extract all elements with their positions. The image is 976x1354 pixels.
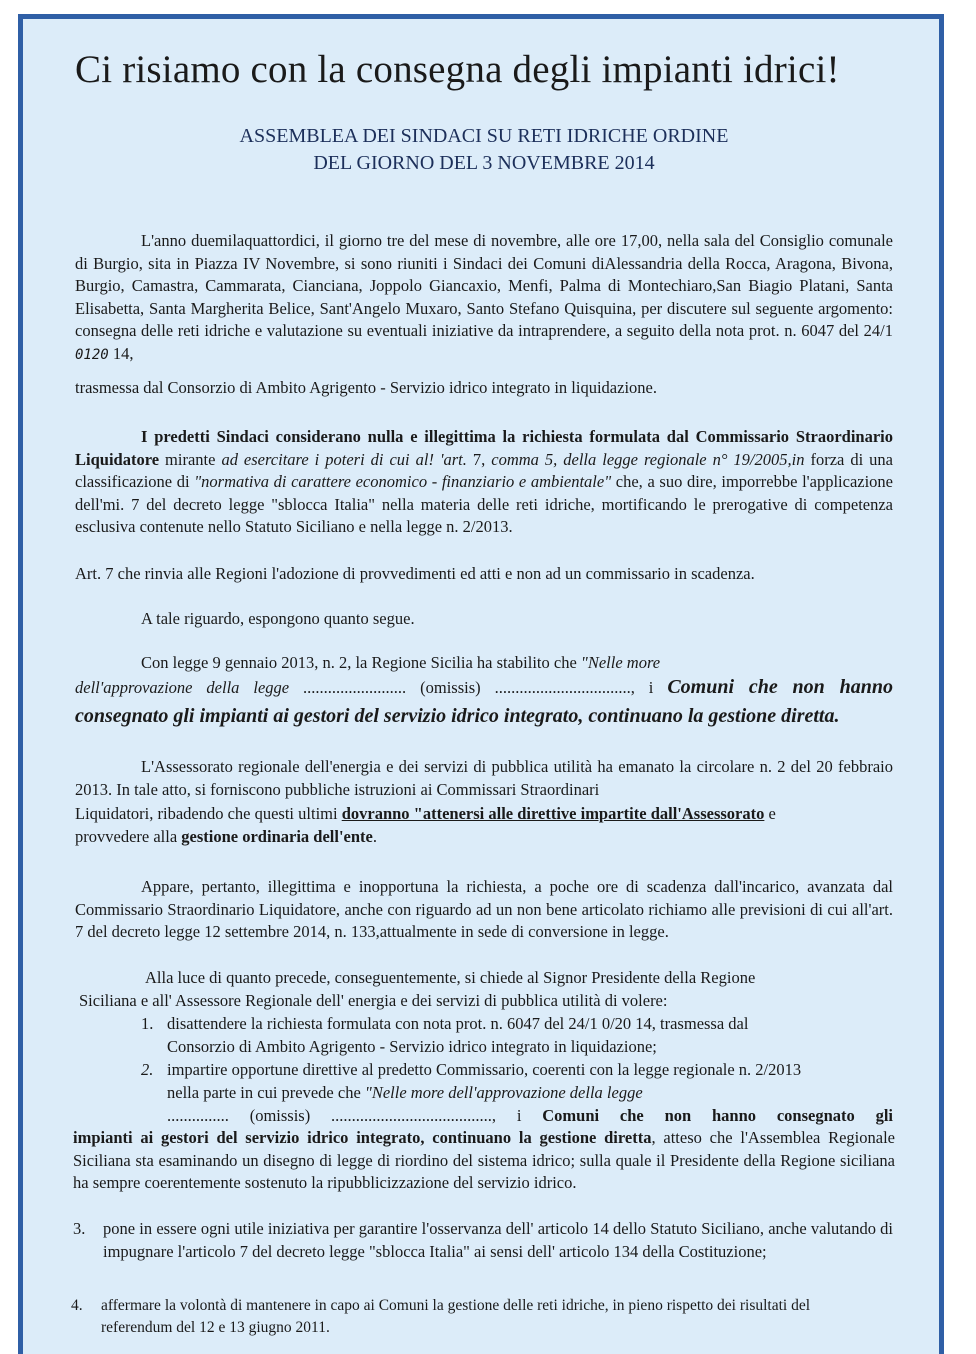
list-item-2-line-2 <box>167 1082 893 1105</box>
list-item-1-line-2: Consorzio di Ambito Agrigento - Servizio idrico integrato in liquidazione; <box>167 1037 657 1056</box>
circular-text-1: L'Assessorato regionale dell'energia e dei servizi di pubblica utilità ha emanato la circolare n. 2 del 20 febbraio 2013. In tale atto, si forniscono pubbliche istruzioni ai Commissari Straordinari <box>75 757 893 799</box>
intro-code: 0120 <box>75 346 109 363</box>
intro-paragraph <box>75 230 893 367</box>
circular-line-4 <box>75 826 893 849</box>
request-line-1: Alla luce di quanto precede, conseguentemente, si chiede al Signor Presidente della Regione <box>145 968 756 987</box>
list-item-1-number: 1. <box>141 1014 154 1033</box>
considerations-text-4: che, a suo dire, imporrebbe l'applicazione dell'mi. 7 del decreto legge "sblocca Italia" nella materia delle reti idriche, mortificando le prerogative di competenza esclusiva contenute nello Statuto Siciliano e nella legge n. 2/2013. <box>75 472 893 537</box>
list-item-2-line-1: impartire opportune direttive al predetto Commissario, coerenti con la legge regionale n. 2/2013 <box>167 1060 802 1079</box>
list-item-2-italic: "Nelle more dell'approvazione della legge <box>364 1083 643 1102</box>
list-item-2-continuation <box>73 1127 895 1195</box>
illegitimate-paragraph: Appare, pertanto, illegittima e inopportuna la richiesta, a poche ore di scadenza dall'incarico, avanzata dal Commissario Straordinario Liquidatore, anche con riguardo ad un non bene articolato richiamo alle previsioni di cui all'art. 7 del decreto legge 12 settembre 2014, n. 133,attualmente in sede di conversione in legge. <box>75 877 893 942</box>
list-item-1-line-1: disattendere la richiesta formulata con nota prot. n. 6047 del 24/1 0/20 14, trasmessa dal <box>167 1014 749 1033</box>
list-item-3-number: 3. <box>73 1219 86 1238</box>
law-paragraph-line-1 <box>141 652 893 675</box>
list-item-2-text-a: nella parte in cui prevede che <box>167 1083 365 1102</box>
list-item-2-omissis: ............... (omissis) ......................................., <box>167 1106 497 1125</box>
circular-line-3 <box>75 803 893 826</box>
page-title: Ci risiamo con la consegna degli impianti idrici! <box>75 48 840 91</box>
law-italic-1: "Nelle more <box>580 653 661 672</box>
circular-text-2: Liquidatori, ribadendo che questi ultimi <box>75 804 342 823</box>
considerations-italic-3: "normativa di carattere economico - finanziario e ambientale" <box>194 472 612 492</box>
intro-last-line: trasmessa dal Consorzio di Ambito Agrigento - Servizio idrico integrato in liquidazione. <box>75 378 657 397</box>
list-item-4-number: 4. <box>71 1297 83 1314</box>
list-item-2-number: 2. <box>141 1060 154 1079</box>
intro-exposition: A tale riguardo, espongono quanto segue. <box>141 609 415 628</box>
law-emphasis: Comuni che non hanno consegnato gli impianti ai gestori del servizio idrico integrato, continuano la gestione diretta. <box>75 676 893 727</box>
list-item-2-bold-b: impianti ai gestori del servizio idrico integrato, continuano la gestione diretta <box>73 1128 652 1147</box>
intro-text: L'anno duemilaquattordici, il giorno tre del mese di novembre, alle ore 17,00, nella sala del Consiglio comunale di Burgio, sita in Piazza IV Novembre, si sono riuniti i Sindaci dei Comuni diAlessandria della Rocca, Aragona, Bivona, Burgio, Camastra, Cammarata, Cianciana, Joppolo Giancaxio, Menfi, Palma di Montechiaro,San Biagio Platani, Santa Elisabetta, Santa Margherita Belice, Sant'Angelo Muxaro, Santo Stefano Quisquina, per discutere sul seguente argomento: consegna delle reti idriche e valutazione su eventuali iniziative da intraprendere, a seguito della nota prot. n. 6047 del 24/1 <box>75 231 893 341</box>
list-item-2-text-i: i <box>496 1106 543 1125</box>
law-italic-2: dell'approvazione della legge <box>75 678 290 697</box>
circular-underline: dovranno "attenersi alle direttive impartite dall'Assessorato <box>341 804 765 823</box>
considerations-paragraph <box>75 426 893 539</box>
request-line-2: Siciliana e all' Assessore Regionale dell' energia e dei servizi di pubblica utilità di volere: <box>79 991 668 1010</box>
intro-text-end: 14, <box>108 343 134 363</box>
circular-text-3: e <box>764 804 776 823</box>
page-subtitle <box>75 123 893 177</box>
document-frame <box>18 14 944 1354</box>
considerations-italic-2: comma 5, della legge regionale n° 19/2005,in <box>491 449 805 469</box>
art7-line: Art. 7 che rinvia alle Regioni l'adozione di provvedimenti ed atti e non ad un commissario in scadenza. <box>75 564 755 583</box>
list-item-2-line-3 <box>167 1105 893 1128</box>
considerations-text-2: 7, <box>466 449 492 469</box>
list-item-3-text: pone in essere ogni utile iniziativa per garantire l'osservanza dell' articolo 14 dello Statuto Siciliano, anche valutando di impugnare l'articolo 7 del decreto legge "sblocca Italia" ai sensi dell' articolo 134 della Costituzione; <box>103 1219 893 1261</box>
law-text-1: Con legge 9 gennaio 2013, n. 2, la Regione Sicilia ha stabilito che <box>141 653 581 672</box>
considerations-text-1: mirante <box>159 449 222 469</box>
circular-text-5: . <box>372 827 377 846</box>
subtitle-line-2: DEL GIORNO DEL 3 NOVEMBRE 2014 <box>313 152 655 174</box>
circular-bold: gestione ordinaria dell'ente <box>181 827 373 846</box>
subtitle-line-1: ASSEMBLEA DEI SINDACI SU RETI IDRICHE ORDINE <box>239 125 729 147</box>
list-item-2-cont-text: , atteso che l'Assemblea Regionale Siciliana sta esaminando un disegno di legge di riordino del sistema idrico; sulla quale il Presidente della Regione siciliana ha sempre coerentemente sostenuto la ripubblicizzazione del servizio idrico. <box>73 1128 895 1193</box>
considerations-text-3: forza di una classificazione di <box>75 449 894 492</box>
circular-text-4: provvedere alla <box>75 827 182 846</box>
law-text-2: ......................... (omissis) ................................., i <box>289 678 668 697</box>
circular-paragraph <box>75 756 893 801</box>
list-item-4-text: affermare la volontà di mantenere in capo ai Comuni la gestione delle reti idriche, in pieno rispetto dei risultati del referendum del 12 e 13 giugno 2011. <box>101 1297 811 1336</box>
law-paragraph <box>75 673 893 731</box>
considerations-bold: I predetti Sindaci considerano nulla e illegittima la richiesta formulata dal Commissario Straordinario Liquidatore <box>75 427 893 469</box>
list-item-2-bold-a: Comuni che non hanno consegnato gli <box>542 1106 894 1125</box>
considerations-italic-1: ad esercitare i poteri di cui al! 'art. <box>221 449 467 469</box>
